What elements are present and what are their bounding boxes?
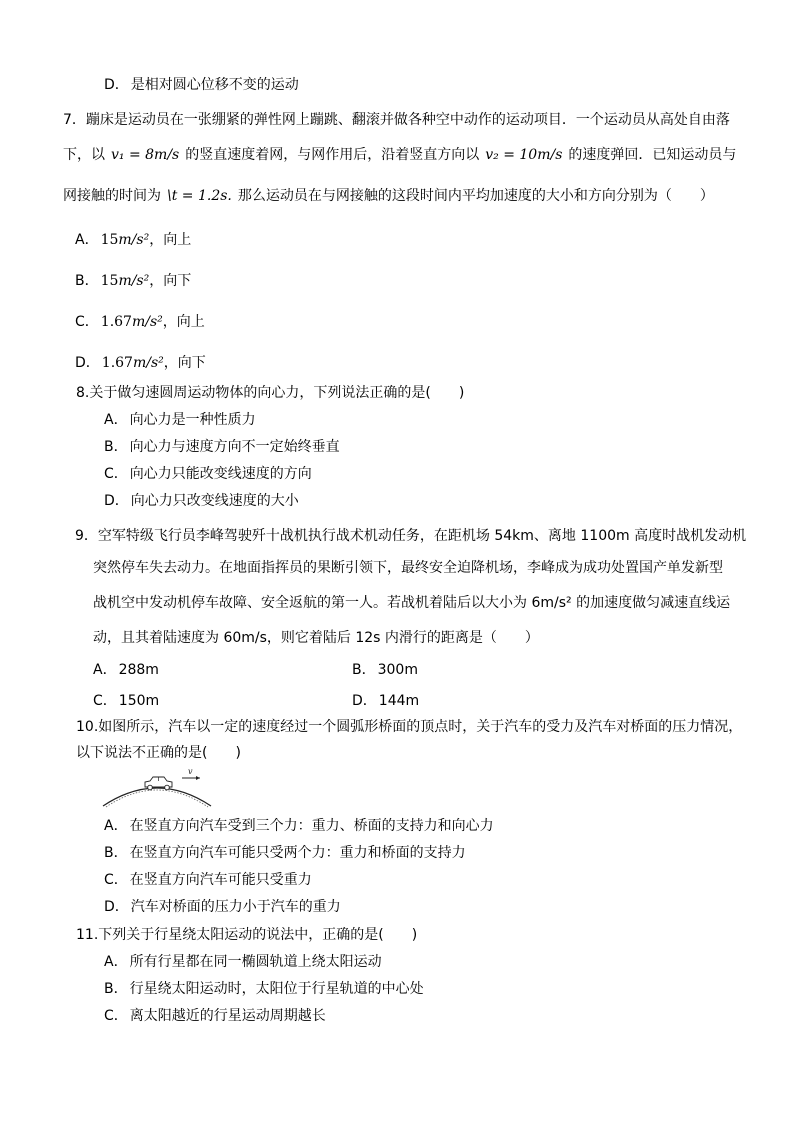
question-text: 网接触的时间为 bbox=[63, 188, 161, 204]
option-label: A． bbox=[104, 954, 128, 970]
velocity-arrow-head bbox=[196, 776, 200, 780]
option-label: C． bbox=[104, 872, 128, 888]
question-text: 如图所示，汽车以一定的速度经过一个圆弧形桥面的顶点时，关于汽车的受力及汽车对桥面的压力情况， bbox=[98, 719, 743, 735]
option-text: 向心力只能改变线速度的方向 bbox=[129, 466, 312, 482]
option-label: D． bbox=[104, 77, 129, 93]
option-text: 行星绕太阳运动时，太阳位于行星轨道的中心处 bbox=[129, 981, 424, 997]
bridge-arc-shading bbox=[106, 790, 208, 807]
question-text: 蹦床是运动员在一张绷紧的弹性网上蹦跳、翻滚并做各种空中动作的运动项目．一个运动员从高处自由落 bbox=[85, 112, 730, 128]
option-label: C． bbox=[93, 693, 117, 709]
option-text: 向心力只改变线速度的大小 bbox=[130, 493, 299, 509]
q7-option-c bbox=[75, 313, 205, 331]
option-text: 150m bbox=[118, 693, 160, 709]
question-text: 以下说法不正确的是( ) bbox=[76, 745, 241, 761]
option-label: D． bbox=[104, 899, 129, 915]
option-label: A． bbox=[104, 412, 128, 428]
q10-stem-line-1 bbox=[76, 718, 742, 736]
option-text: 汽车对桥面的压力小于汽车的重力 bbox=[130, 899, 341, 915]
q11-stem bbox=[76, 926, 417, 944]
q8-option-a bbox=[104, 411, 256, 429]
q9-stem-line-2 bbox=[93, 559, 723, 577]
q9-option-b bbox=[352, 661, 418, 679]
option-label: C． bbox=[104, 466, 128, 482]
q8-option-b bbox=[104, 438, 340, 456]
q7-stem-line-2 bbox=[63, 146, 736, 164]
car-wheel-rear bbox=[148, 785, 153, 790]
option-label: B． bbox=[104, 845, 128, 861]
option-text: 向心力与速度方向不一定始终垂直 bbox=[129, 439, 340, 455]
question-text: 关于做匀速圆周运动物体的向心力，下列说法正确的是( ) bbox=[89, 385, 465, 401]
q8-option-d bbox=[104, 492, 299, 510]
option-label: D． bbox=[75, 355, 100, 371]
question-text: 战机空中发动机停车故障、安全返航的第一人。若战机着陆后以大小为 6m/s² 的加速度做匀减速直线运 bbox=[93, 595, 731, 611]
q9-option-d bbox=[352, 692, 419, 710]
q11-option-b bbox=[104, 980, 424, 998]
q10-option-d bbox=[104, 898, 341, 916]
option-direction: ，向下 bbox=[149, 273, 192, 289]
q9-stem-line-4 bbox=[93, 629, 539, 647]
option-label: D． bbox=[352, 693, 377, 709]
option-text: 所有行星都在同一椭圆轨道上绕太阳运动 bbox=[129, 954, 382, 970]
question-number: 8. bbox=[76, 385, 90, 401]
option-label: A． bbox=[93, 662, 117, 678]
option-label: C． bbox=[75, 314, 99, 330]
q11-option-c bbox=[104, 1007, 326, 1025]
q10-stem-line-2 bbox=[76, 744, 241, 762]
q7-option-a bbox=[75, 231, 191, 249]
question-text: 下列关于行星绕太阳运动的说法中，正确的是( ) bbox=[98, 927, 418, 943]
question-text: 动，且其着陆速度为 60m/s，则它着陆后 12s 内滑行的距离是（ ） bbox=[93, 630, 539, 646]
option-label: B． bbox=[104, 981, 128, 997]
velocity-label: v bbox=[188, 767, 193, 776]
option-direction: ，向上 bbox=[149, 232, 192, 248]
question-text: 的速度弹回．已知运动员与 bbox=[568, 147, 737, 163]
option-value: 15 bbox=[100, 232, 119, 248]
question-text: 那么运动员在与网接触的这段时间内平均加速度的大小和方向分别为（ ） bbox=[237, 188, 714, 204]
option-direction: ，向上 bbox=[162, 314, 205, 330]
option-direction: ，向下 bbox=[163, 355, 206, 371]
option-label: D． bbox=[104, 493, 129, 509]
bridge-arc bbox=[103, 788, 211, 806]
q7-stem-line-1 bbox=[63, 111, 730, 129]
option-text: 300m bbox=[377, 662, 418, 678]
q9-option-a bbox=[93, 661, 159, 679]
option-label: B． bbox=[75, 273, 99, 289]
option-unit: m/s² bbox=[118, 273, 150, 289]
option-label: A． bbox=[75, 232, 99, 248]
q6-option-d bbox=[104, 76, 299, 94]
option-label: B． bbox=[352, 662, 376, 678]
option-value: 1.67 bbox=[100, 314, 132, 330]
option-text: 向心力是一种性质力 bbox=[129, 412, 256, 428]
q8-option-c bbox=[104, 465, 312, 483]
option-text: 144m bbox=[378, 693, 420, 709]
q11-option-a bbox=[104, 953, 382, 971]
q9-stem-line-1 bbox=[75, 527, 746, 545]
option-unit: m/s² bbox=[132, 355, 164, 371]
q7-option-b bbox=[75, 272, 191, 290]
option-label: C． bbox=[104, 1008, 128, 1024]
question-text: 下，以 bbox=[63, 147, 105, 163]
option-text: 在竖直方向汽车可能只受重力 bbox=[129, 872, 312, 888]
formula-v2: v₂ = 10m/s bbox=[485, 147, 563, 163]
option-label: B． bbox=[104, 439, 128, 455]
q7-stem-line-3 bbox=[63, 187, 714, 205]
option-text: 在竖直方向汽车受到三个力：重力、桥面的支持力和向心力 bbox=[129, 818, 494, 834]
q10-option-c bbox=[104, 871, 312, 889]
question-number: 11. bbox=[76, 927, 99, 943]
option-text: 在竖直方向汽车可能只受两个力：重力和桥面的支持力 bbox=[129, 845, 466, 861]
option-unit: m/s² bbox=[131, 314, 163, 330]
velocity-arrow bbox=[182, 776, 200, 780]
formula-time: \t = 1.2s. bbox=[167, 188, 232, 204]
question-text: 突然停车失去动力。在地面指挥员的果断引领下，最终安全迫降机场，李峰成为成功处置国产单发新型 bbox=[93, 560, 723, 576]
question-number: 10. bbox=[76, 719, 99, 735]
bridge-car-figure bbox=[100, 766, 215, 808]
q7-option-d bbox=[75, 354, 206, 372]
option-text: 离太阳越近的行星运动周期越长 bbox=[129, 1008, 326, 1024]
question-number: 9． bbox=[75, 528, 98, 544]
question-text: 的竖直速度着网，与网作用后，沿着竖直方向以 bbox=[185, 147, 480, 163]
option-value: 1.67 bbox=[101, 355, 133, 371]
q8-stem bbox=[76, 384, 464, 402]
option-label: A． bbox=[104, 818, 128, 834]
option-text: 288m bbox=[118, 662, 159, 678]
car-wheel-front bbox=[165, 785, 170, 790]
q10-option-b bbox=[104, 844, 466, 862]
option-value: 15 bbox=[100, 273, 119, 289]
q9-stem-line-3 bbox=[93, 594, 730, 612]
question-text: 空军特级飞行员李峰驾驶歼十战机执行战术机动任务，在距机场 54km、离地 1100m 高度时战机发动机 bbox=[97, 528, 747, 544]
option-unit: m/s² bbox=[118, 232, 150, 248]
q9-option-c bbox=[93, 692, 159, 710]
question-number: 7． bbox=[63, 112, 86, 128]
formula-v1: v₁ = 8m/s bbox=[111, 147, 180, 163]
option-text: 是相对圆心位移不变的运动 bbox=[130, 77, 299, 93]
q10-option-a bbox=[104, 817, 494, 835]
